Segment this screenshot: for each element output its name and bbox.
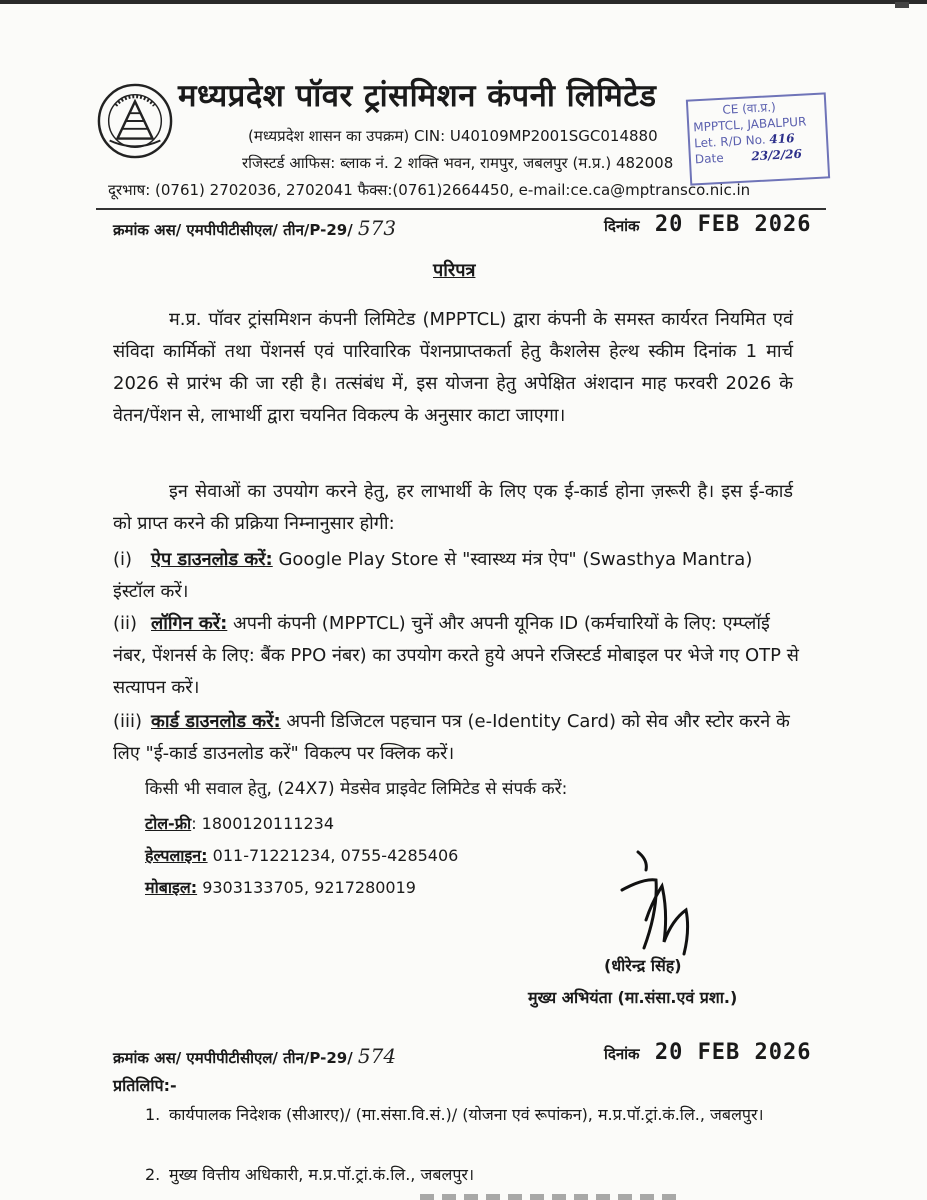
step-number: (i) [113, 549, 133, 570]
reference-handwritten-number: 574 [357, 1044, 397, 1068]
stamp-rd-number: 416 [769, 131, 795, 147]
copy-number: 1. [145, 1105, 161, 1124]
stamp-line-2: MPPTCL, JABALPUR [692, 114, 807, 135]
copy-number: 2. [145, 1165, 161, 1184]
step-app-download [113, 544, 799, 608]
signer-designation: मुख्य अभियंता (मा.संसा.एवं प्रशा.) [528, 988, 738, 1007]
contact-helpline [145, 844, 458, 866]
copy-text: मुख्य वित्तीय अधिकारी, म.प्र.पॉ.ट्रां.कं.लि., जबलपुर। [169, 1165, 475, 1184]
date-stamp: 20 FEB 2026 [654, 1040, 812, 1065]
header-address-line: रजिस्टर्ड आफिस: ब्लाक नं. 2 शक्ति भवन, रामपुर, जबलपुर (म.प्र.) 482008 [242, 154, 674, 172]
reference-label: क्रमांक अस/ एमपीपीटीसीएल/ तीन/P-29/ [113, 1049, 353, 1067]
step-card-download [113, 706, 799, 770]
stamp-date-value: 23/2/26 [751, 146, 803, 164]
step-text: अपनी कंपनी (MPPTCL) चुनें और अपनी यूनिक ID (कर्मचारियों के लिए: एम्प्लॉई नंबर, पेंशनर्स के लिए: बैंक PPO नंबर) का उपयोग करते हुये अपने रजिस्टर्ड मोबाइल पर भेजे गए OTP से सत्यापन करें। [113, 613, 799, 698]
step-number: (ii) [113, 613, 138, 634]
support-query-line: किसी भी सवाल हेतु, (24X7) मेडसेव प्राइवेट लिमिटेड से संपर्क करें: [145, 779, 568, 799]
scan-corner-mark [895, 2, 909, 8]
signer-name: (धीरेन्द्र सिंह) [604, 956, 682, 975]
date-label: दिनांक [604, 1045, 640, 1063]
header-contact-line: दूरभाष: (0761) 2702036, 2702041 फैक्स:(0761)2664450, e-mail:ce.ca@mptransco.nic.in [108, 181, 751, 199]
copy-recipient-2 [145, 1160, 825, 1190]
stamp-date-label: Date [694, 150, 724, 167]
contact-value: 9303133705, 9217280019 [197, 878, 416, 897]
reference-handwritten-number: 573 [357, 216, 397, 240]
reference-date-1 [604, 212, 812, 237]
contact-mobile [145, 876, 416, 898]
contact-toll-free [145, 812, 334, 834]
contact-label: हेल्पलाइन: [145, 846, 208, 865]
copy-text: कार्यपालक निदेशक (सीआरए)/ (मा.संसा.वि.सं.)/ (योजना एवं रूपांकन), म.प्र.पॉ.ट्रां.कं.लि., जबलपुर। [169, 1105, 764, 1124]
step-label: ऐप डाउनलोड करें: [151, 549, 273, 570]
scan-top-edge [0, 0, 927, 4]
company-logo-icon [96, 82, 174, 160]
stamp-line-1: CE (वा.प्र.) [722, 100, 777, 117]
reference-date-2 [604, 1040, 812, 1065]
step-text: अपनी डिजिटल पहचान पत्र (e-Identity Card) को सेव और स्टोर करने के लिए "ई-कार्ड डाउनलोड करें" विकल्प पर क्लिक करें। [113, 711, 790, 764]
organization-name: मध्यप्रदेश पॉवर ट्रांसमिशन कंपनी लिमिटेड [178, 78, 657, 114]
header-divider [96, 208, 826, 210]
reference-number-1 [113, 216, 396, 240]
copy-recipient-1 [145, 1100, 825, 1130]
paragraph-ecard-requirement: इन सेवाओं का उपयोग करने हेतु, हर लाभार्थी के लिए एक ई-कार्ड होना ज़रूरी है। इस ई-कार्ड को प्राप्त करने की प्रक्रिया निम्नानुसार होगी: [113, 481, 793, 534]
cut-off-next-line [420, 1194, 680, 1200]
reference-label: क्रमांक अस/ एमपीपीटीसीएल/ तीन/P-29/ [113, 221, 353, 239]
date-label: दिनांक [604, 217, 640, 235]
step-label: लॉगिन करें: [151, 613, 228, 634]
received-stamp [686, 92, 830, 185]
stamp-rd-label: Let. R/D No. [693, 132, 766, 151]
reference-number-2 [113, 1044, 396, 1068]
circular-heading: परिपत्र [433, 260, 476, 281]
contact-value: : 1800120111234 [191, 814, 334, 833]
header-cin-line: (मध्यप्रदेश शासन का उपक्रम) CIN: U40109MP2001SGC014880 [248, 127, 658, 145]
paragraph-scheme-intro: म.प्र. पॉवर ट्रांसमिशन कंपनी लिमिटेड (MPPTCL) द्वारा कंपनी के समस्त कार्यरत नियमित एवं संविदा कार्मिकों तथा पेंशनर्स एवं पारिवारिक पेंशनप्राप्तकर्ता हेतु कैशलेस हेल्थ स्कीम दिनांक 1 मार्च 2026 से प्रारंभ की जा रही है। तत्संबंध में, इस योजना हेतु अपेक्षित अंशदान माह फरवरी 2026 के वेतन/पेंशन से, लाभार्थी द्वारा चयनित विकल्प के अनुसार काटा जाएगा। [113, 309, 793, 426]
copy-to-label: प्रतिलिपि:- [113, 1076, 177, 1095]
step-text: Google Play Store से "स्वास्थ्य मंत्र ऐप" (Swasthya Mantra) इंस्टॉल करें। [113, 549, 753, 602]
step-login [113, 608, 799, 704]
contact-label: मोबाइल: [145, 878, 198, 897]
contact-label: टोल-फ्री [145, 814, 192, 833]
step-number: (iii) [113, 711, 143, 732]
date-stamp: 20 FEB 2026 [654, 212, 812, 237]
step-label: कार्ड डाउनलोड करें: [151, 711, 281, 732]
handwritten-signature [600, 850, 750, 965]
contact-value: 011-71221234, 0755-4285406 [207, 846, 459, 865]
